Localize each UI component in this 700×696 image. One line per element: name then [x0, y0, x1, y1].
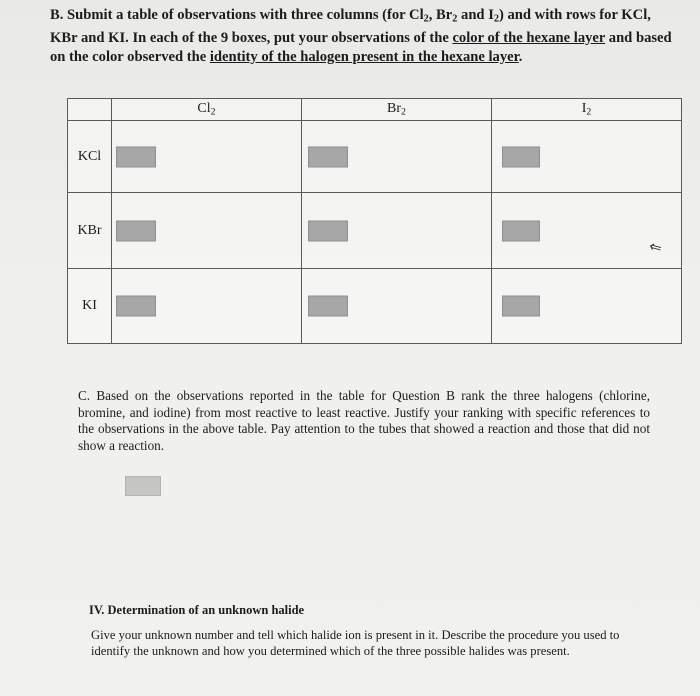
cell-ki-i2[interactable] — [492, 269, 682, 344]
underlined-phrase-identity: identity of the halogen present in the hexane layer — [209, 48, 519, 65]
question-b: B. Submit a table of observations with three columns (for $Cl_2$, $Br_2$ and $I_2$) and with rows for KCl, KBr and KI. In each of the 9 boxes, put your observations of the color of the hexane layer and based on the color observed the identity of the halogen present in the hexane layer. — [50, 7, 672, 65]
cell-kcl-br2[interactable] — [302, 121, 492, 193]
section-iv-title: IV. Determination of an unknown halide — [89, 603, 305, 617]
observations-table — [67, 98, 682, 344]
table-row-kcl — [68, 121, 682, 193]
redacted-answer-box — [502, 296, 540, 317]
redacted-answer-box — [502, 220, 540, 241]
question-b-label: B. — [50, 7, 64, 23]
underlined-phrase-color: color of the hexane layer — [452, 29, 606, 46]
section-iv-body: Give your unknown number and tell which halide ion is present in it. Describe the procedure you used to identify the unknown and how you determined which of the three possible halides was present. — [91, 628, 620, 658]
col-header-br2: $Br_2$ — [302, 99, 492, 121]
cell-kbr-cl2[interactable] — [112, 193, 302, 269]
cell-kcl-cl2[interactable] — [112, 121, 302, 193]
cell-kcl-i2[interactable] — [492, 121, 682, 193]
cell-ki-br2[interactable] — [302, 269, 492, 344]
table-corner-cell — [68, 99, 112, 121]
table-row-kbr — [68, 193, 682, 269]
redacted-answer-box — [308, 146, 348, 167]
redacted-answer-box — [502, 146, 540, 167]
col-header-cl2: $Cl_2$ — [112, 99, 302, 121]
row-label-ki: KI — [68, 269, 112, 344]
redacted-answer-box — [308, 220, 348, 241]
redacted-answer-box — [308, 296, 348, 317]
mouse-pointer-icon: ⇖ — [645, 236, 666, 258]
cell-kbr-br2[interactable] — [302, 193, 492, 269]
table-row-ki — [68, 269, 682, 344]
row-label-kcl: KCl — [68, 121, 112, 193]
question-c: C. Based on the observations reported in the table for Question B rank the three halogens (chlorine, bromine, and iodine) from most reactive to least reactive. Justify your ranking with specific references to the observations in the above table. Pay attention to the tubes that showed a reaction and those that did not show a reaction. — [78, 388, 650, 453]
table-header-row — [68, 99, 682, 121]
cell-ki-cl2[interactable] — [112, 269, 302, 344]
row-label-kbr: KBr — [68, 193, 112, 269]
redacted-answer-box[interactable] — [125, 476, 161, 496]
redacted-answer-box — [116, 220, 156, 241]
redacted-answer-box — [116, 146, 156, 167]
col-header-i2: $I_2$ — [492, 99, 682, 121]
redacted-answer-box — [116, 296, 156, 317]
